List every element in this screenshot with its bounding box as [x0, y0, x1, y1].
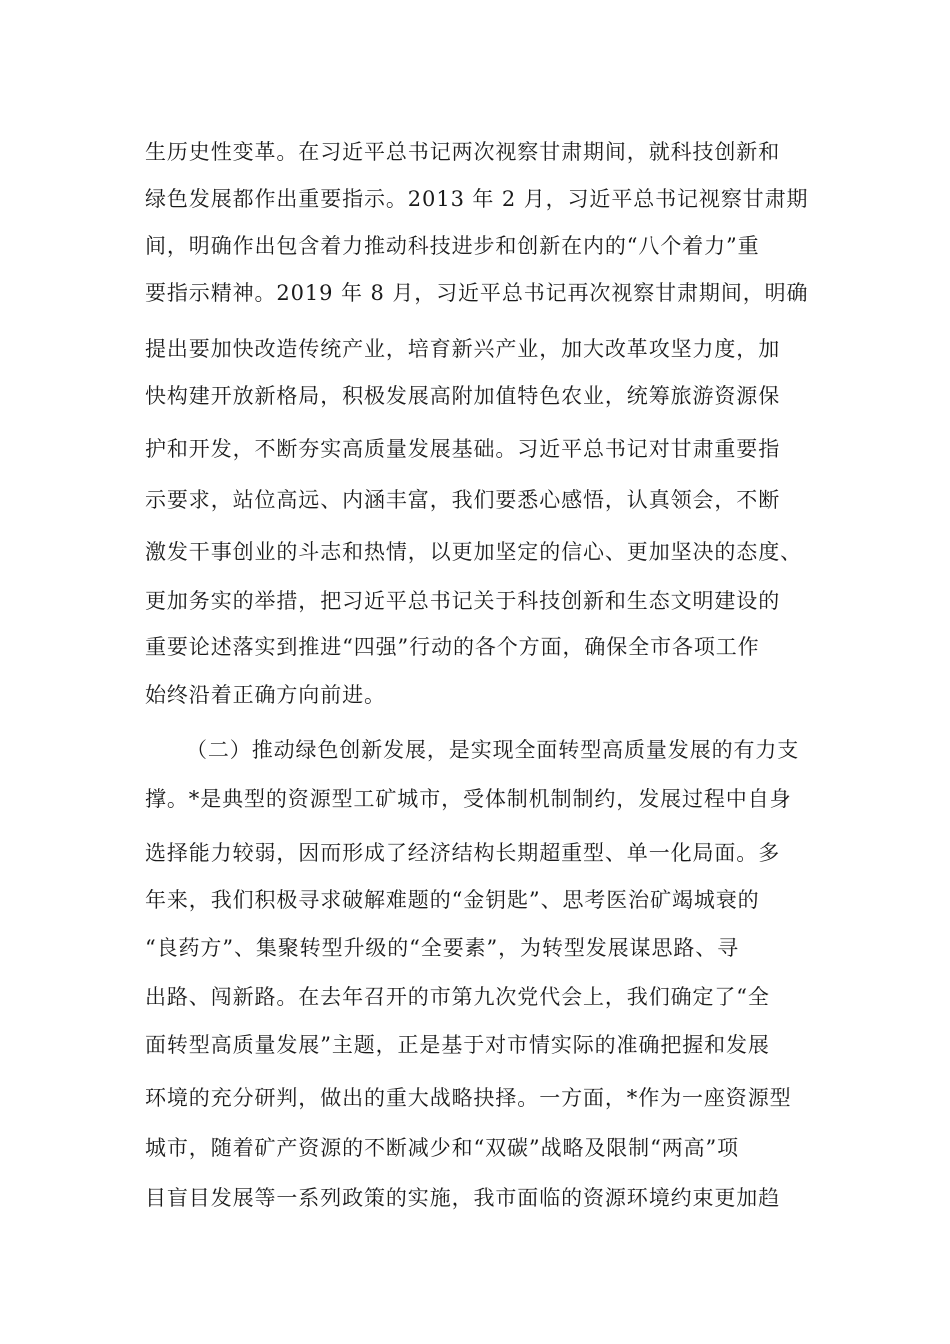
- text-line: 环境的充分研判，做出的重大战略抉择。一方面，*作为一座资源型: [145, 1086, 792, 1110]
- text-line: 示要求，站位高远、内涵丰富，我们要悉心感悟，认真领会，不断: [145, 488, 781, 512]
- text-line: 提出要加快改造传统产业，培育新兴产业，加大改革攻坚力度，加: [145, 337, 781, 361]
- text-line: 始终沿着正确方向前进。: [145, 683, 386, 707]
- text-line: 出路、闯新路。在去年召开的市第九次党代会上，我们确定了“全: [145, 985, 770, 1009]
- text-line: 激发干事创业的斗志和热情，以更加坚定的信心、更加坚决的态度、: [145, 540, 802, 564]
- text-line: “良药方”、集聚转型升级的“全要素”，为转型发展谋思路、寻: [145, 936, 740, 960]
- section-heading-line: （二）推动绿色创新发展，是实现全面转型高质量发展的有力支: [186, 738, 800, 762]
- text-line: 要指示精神。2019 年 8 月，习近平总书记再次视察甘肃期间，明确: [145, 281, 809, 305]
- text-line: 间，明确作出包含着力推动科技进步和创新在内的“八个着力”重: [145, 234, 760, 258]
- text-line: 快构建开放新格局，积极发展高附加值特色农业，统筹旅游资源保: [145, 384, 781, 408]
- text-line: 面转型高质量发展”主题，正是基于对市情实际的准确把握和发展: [145, 1033, 770, 1057]
- text-line: 目盲目发展等一系列政策的实施，我市面临的资源环境约束更加趋: [145, 1186, 781, 1210]
- text-line: 城市，随着矿产资源的不断减少和“双碳”战略及限制“两高”项: [145, 1136, 740, 1160]
- text-line: 更加务实的举措，把习近平总书记关于科技创新和生态文明建设的: [145, 589, 781, 613]
- text-line: 绿色发展都作出重要指示。2013 年 2 月，习近平总书记视察甘肃期: [145, 187, 809, 211]
- text-line: 年来，我们积极寻求破解难题的“金钥匙”、思考医治矿竭城衰的: [145, 888, 760, 912]
- text-line: 重要论述落实到推进“四强”行动的各个方面，确保全市各项工作: [145, 635, 760, 659]
- text-line: 护和开发，不断夯实高质量发展基础。习近平总书记对甘肃重要指: [145, 437, 781, 461]
- text-line: 撑。*是典型的资源型工矿城市，受体制机制制约，发展过程中自身: [145, 787, 792, 811]
- text-line: 生历史性变革。在习近平总书记两次视察甘肃期间，就科技创新和: [145, 140, 781, 164]
- text-line: 选择能力较弱，因而形成了经济结构长期超重型、单一化局面。多: [145, 841, 781, 865]
